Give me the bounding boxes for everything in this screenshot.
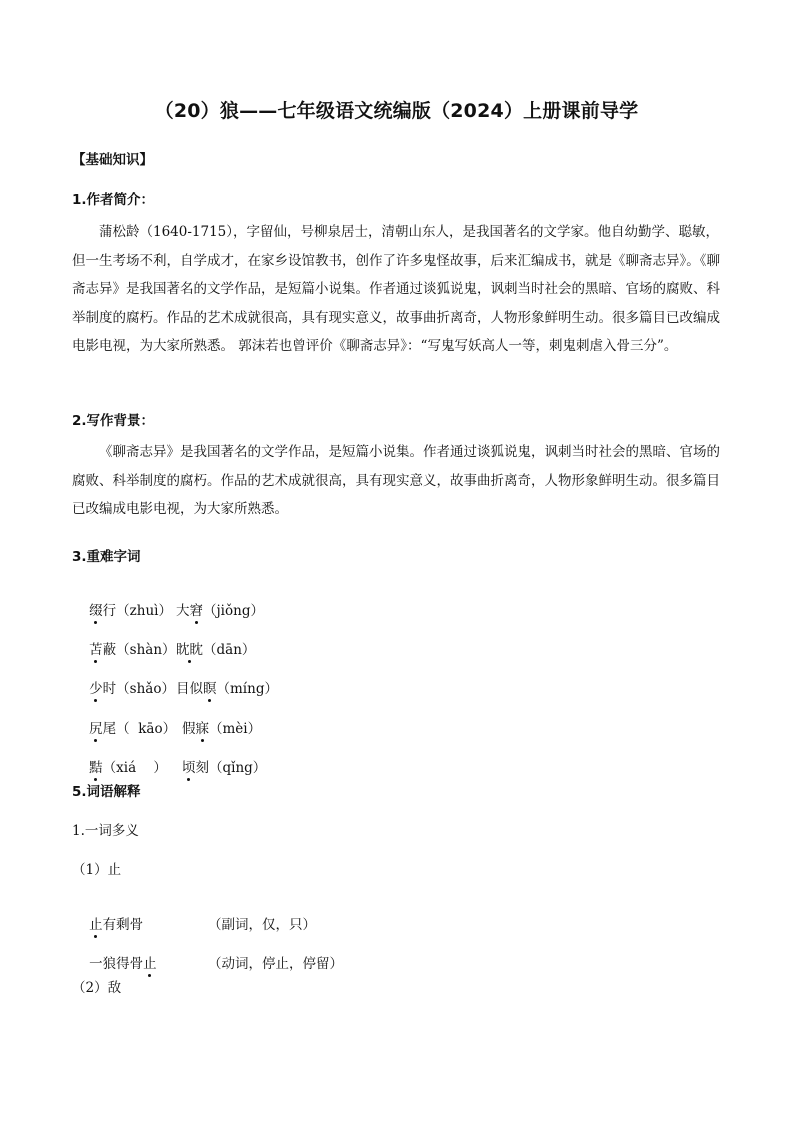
heading-background: 2.写作背景：	[72, 413, 155, 429]
word-b: 顷刻（qǐng）	[182, 760, 267, 776]
dotted-char: 窘	[189, 603, 203, 619]
example-sentence: 一狼得骨止	[89, 956, 157, 972]
subheading-polysemy: 1.一词多义	[72, 823, 139, 839]
polysemy-item: （2）敌	[72, 980, 122, 996]
word-b: 目似瞑（míng）	[176, 681, 278, 697]
word-b: 大窘（jiǒng）	[176, 603, 264, 619]
dotted-char: 止	[143, 956, 157, 972]
word-a: 苫蔽（shàn）	[89, 642, 176, 658]
dotted-char: 少	[89, 681, 103, 697]
document-title: （20）狼——七年级语文统编版（2024）上册课前导学	[154, 100, 639, 122]
dotted-char: 苫	[89, 642, 103, 658]
word-a: 缀行（zhuì）	[89, 603, 172, 619]
dotted-char: 缀	[89, 603, 103, 619]
word-a: 少时（shǎo）	[89, 681, 175, 697]
word-b: 假寐（mèi）	[182, 721, 262, 737]
section-heading-basic: 【基础知识】	[72, 152, 153, 168]
background-paragraph: 《聊斋志异》是我国著名的文学作品，是短篇小说集。作者通过谈狐说鬼，讽刺当时社会的黑暗、官场的腐败、科举制度的腐朽。作品的艺术成就很高，具有现实意义，故事曲折离奇，人物形象鲜明生动。很多篇目已改编成电影电视，为大家所熟悉。	[72, 444, 720, 518]
example-note: （副词，仅，只）	[208, 917, 316, 933]
dotted-char: 顷	[182, 760, 196, 776]
dotted-char: 眈眈	[176, 642, 203, 658]
word-b: 眈眈（dān）	[176, 642, 256, 658]
heading-key-words: 3.重难字词	[72, 549, 141, 565]
example-note: （动词，停止，停留）	[208, 956, 343, 972]
dotted-char: 黠	[89, 760, 103, 776]
heading-author: 1.作者简介：	[72, 192, 155, 208]
dotted-char: 瞑	[203, 681, 217, 697]
heading-word-explain: 5.词语解释	[72, 784, 141, 800]
author-paragraph: 蒲松龄（1640-1715），字留仙，号柳泉居士，清朝山东人，是我国著名的文学家。他自幼勤学、聪敏，但一生考场不利，自学成才，在家乡设馆教书，创作了许多鬼怪故事，后来汇编成书，就是《聊斋志异》。《聊斋志异》是我国著名的文学作品，是短篇小说集。作者通过谈狐说鬼，讽刺当时社会的黑暗、官场的腐败、科举制度的腐朽。作品的艺术成就很高，具有现实意义，故事曲折离奇，人物形象鲜明生动。很多篇目已改编成电影电视，为大家所熟悉。 郭沫若也曾评价《聊斋志异》：“写鬼写妖高人一等，刺鬼刺虐入骨三分”。	[72, 224, 720, 355]
dotted-char: 寐	[195, 721, 209, 737]
word-a: 黠（xiá ）	[89, 760, 167, 776]
example-sentence: 止有剩骨	[89, 917, 144, 933]
polysemy-item: （1）止	[72, 862, 122, 878]
dotted-char: 尻	[89, 721, 103, 737]
dotted-char: 止	[89, 917, 103, 933]
word-a: 尻尾（ kāo）	[89, 721, 177, 737]
